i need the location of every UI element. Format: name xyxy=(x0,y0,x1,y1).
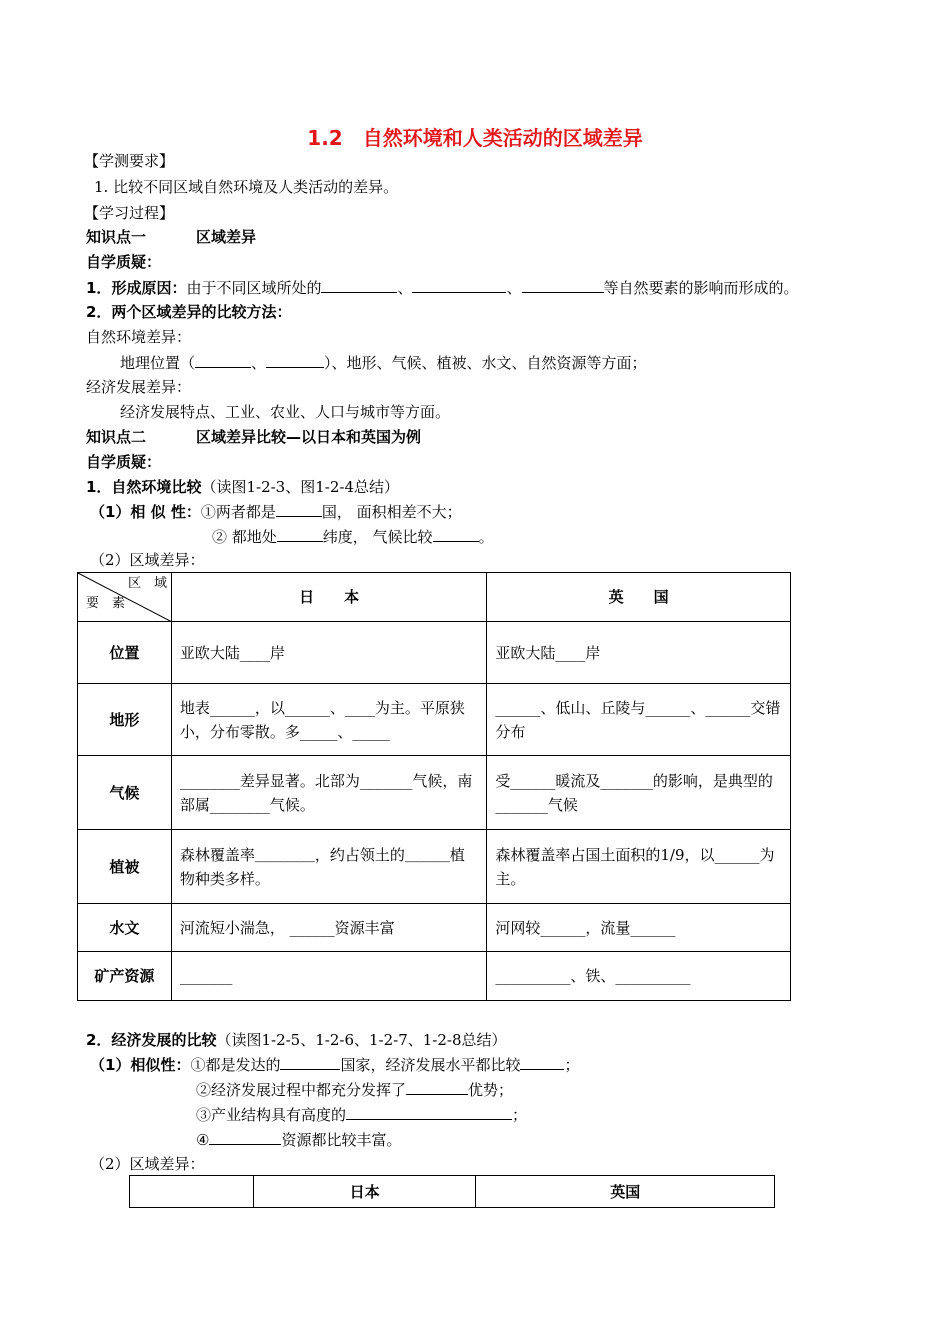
requirement-item: 1. 比较不同区域自然环境及人类活动的差异。 xyxy=(94,178,399,196)
knowledge-point-1-label: 知识点一 xyxy=(86,228,147,246)
blank[interactable] xyxy=(346,1104,512,1120)
japan-cell: 河流短小湍急， ______资源丰富 xyxy=(171,904,487,952)
uk-cell: __________、铁、__________ xyxy=(487,952,791,1001)
nature-diff-detail: 地理位置（ 、 ）、地形、气候、植被、水文、自然资源等方面； xyxy=(120,354,647,372)
japan-cell: 亚欧大陆____岸 xyxy=(171,622,487,684)
uk-cell: ______、低山、丘陵与______、______交错分布 xyxy=(487,684,791,756)
econ-compare-note: （读图1-2-5、1-2-6、1-2-7、1-2-8总结） xyxy=(216,1031,507,1049)
uk-cell: 亚欧大陆____岸 xyxy=(487,622,791,684)
blank[interactable] xyxy=(433,526,479,542)
row-label: 气候 xyxy=(78,756,172,830)
similarity-text: ② 都地处 xyxy=(212,528,277,546)
econ-similarity-line-2 xyxy=(196,1079,513,1100)
econ-text: ①都是发达的 xyxy=(190,1056,281,1074)
cause-number: 1． xyxy=(86,279,112,297)
uk-cell: 受______暖流及_______的影响，是典型的_______气候 xyxy=(487,756,791,830)
regional-diff-label-2: （2）区域差异： xyxy=(90,1155,205,1173)
blank[interactable] xyxy=(209,1129,281,1145)
japan-cell: ________差异显著。北部为_______气候，南部属________气候。 xyxy=(171,756,487,830)
cause-text-end: 等自然要素的影响而形成的。 xyxy=(603,279,799,297)
econ-text: ②经济发展过程中都充分发挥了 xyxy=(196,1081,407,1099)
row-label: 矿产资源 xyxy=(78,952,172,1001)
corner-region: 区 域 xyxy=(128,576,168,591)
blank[interactable] xyxy=(280,1054,340,1070)
process-header: 【学习过程】 xyxy=(84,204,175,222)
japan-cell: 地表______，以______、____为主。平原狭小，分布零散。多_____、_____ xyxy=(171,684,487,756)
nature-compare-title: 1．自然环境比较 xyxy=(86,478,202,496)
similarity-text: ①两者都是 xyxy=(200,503,276,521)
method-title: 2．两个区域差异的比较方法： xyxy=(86,303,292,321)
econ-text: ③产业结构具有高度的 xyxy=(196,1106,347,1124)
similarity-text: 纬度， 气候比较 xyxy=(322,528,433,546)
econ-text: ； xyxy=(564,1056,580,1074)
table-header-row xyxy=(78,573,791,622)
column-header-uk: 英国 xyxy=(476,1176,775,1208)
econ-text: 国家，经济发展水平都比较 xyxy=(340,1056,521,1074)
blank[interactable] xyxy=(321,277,397,293)
blank[interactable] xyxy=(406,1079,468,1095)
regional-diff-label: （2）区域差异： xyxy=(90,551,205,569)
blank[interactable] xyxy=(195,352,251,368)
knowledge-point-2-name: 区域差异比较—以日本和英国为例 xyxy=(196,428,422,446)
nature-diff-label: 自然环境差异： xyxy=(86,328,192,346)
econ-similarity-line-4 xyxy=(196,1129,401,1150)
corner-cell xyxy=(78,573,172,622)
similarity-line-2 xyxy=(212,526,494,547)
blank[interactable] xyxy=(277,526,323,542)
requirements-header: 【学测要求】 xyxy=(84,152,175,170)
corner-element: 要 素 xyxy=(86,596,126,611)
row-label: 地形 xyxy=(78,684,172,756)
uk-cell: 河网较______，流量______ xyxy=(487,904,791,952)
cause-label: 形成原因： xyxy=(111,279,187,297)
blank[interactable] xyxy=(276,501,322,517)
nature-compare-table xyxy=(77,572,791,1001)
row-label: 位置 xyxy=(78,622,172,684)
column-header-uk: 英 国 xyxy=(487,573,791,622)
similarity-text: 。 xyxy=(478,528,494,546)
econ-text: 资源都比较丰富。 xyxy=(281,1131,402,1149)
econ-diff-detail: 经济发展特点、工业、农业、人口与城市等方面。 xyxy=(120,403,451,421)
similarity-line-1 xyxy=(90,501,462,522)
econ-compare-table xyxy=(129,1175,775,1208)
knowledge-point-2-label: 知识点二 xyxy=(86,428,147,446)
econ-compare-title: 2．经济发展的比较 xyxy=(86,1031,217,1049)
econ-similarity-line-3 xyxy=(196,1104,527,1125)
uk-cell: 森林覆盖率占国土面积的1/9，以______为主。 xyxy=(487,830,791,904)
nature-compare-line xyxy=(86,477,399,497)
econ-text: ④ xyxy=(196,1131,210,1149)
row-label: 植被 xyxy=(78,830,172,904)
econ-compare-line xyxy=(86,1030,507,1050)
table-row xyxy=(78,904,791,952)
cause-text: 由于不同区域所处的 xyxy=(186,279,322,297)
econ-text: 优势； xyxy=(468,1081,514,1099)
japan-cell: 森林覆盖率＿＿＿＿，约占领土的＿＿＿植物种类多样。 xyxy=(171,830,487,904)
econ-diff-label: 经济发展差异： xyxy=(86,378,192,396)
similarity-text: 国， 面积相差不大； xyxy=(321,503,462,521)
nature-compare-note: （读图1-2-3、图1-2-4总结） xyxy=(201,478,399,496)
econ-text: ； xyxy=(512,1106,528,1124)
row-label: 水文 xyxy=(78,904,172,952)
cause-line: 1．形成原因：由于不同区域所处的 、 、 等自然要素的影响而形成的。 xyxy=(86,279,799,297)
table-row xyxy=(78,684,791,756)
column-header-japan: 日 本 xyxy=(171,573,487,622)
table-row xyxy=(78,756,791,830)
table-row xyxy=(78,830,791,904)
econ-similarity-line-1 xyxy=(90,1054,580,1075)
table-header-row xyxy=(130,1176,775,1208)
knowledge-point-1-name: 区域差异 xyxy=(196,228,257,246)
blank[interactable] xyxy=(520,1054,564,1070)
nature-text-end: ）、地形、气候、植被、水文、自然资源等方面； xyxy=(324,354,647,372)
blank[interactable] xyxy=(412,277,506,293)
table-row xyxy=(78,622,791,684)
self-study-label: 自学质疑： xyxy=(86,253,162,271)
econ-similarity-label: （1）相似性： xyxy=(90,1056,191,1074)
nature-text: 地理位置（ xyxy=(120,354,196,372)
self-study-label-2: 自学质疑： xyxy=(86,453,162,471)
table-row xyxy=(78,952,791,1001)
japan-cell: _______ xyxy=(171,952,487,1001)
blank[interactable] xyxy=(266,352,324,368)
column-header-japan: 日本 xyxy=(253,1176,476,1208)
blank[interactable] xyxy=(522,277,604,293)
similarity-label: （1）相 似 性： xyxy=(90,503,201,521)
page-title: 1.2 自然环境和人类活动的区域差异 xyxy=(307,126,643,150)
corner-cell xyxy=(130,1176,254,1208)
